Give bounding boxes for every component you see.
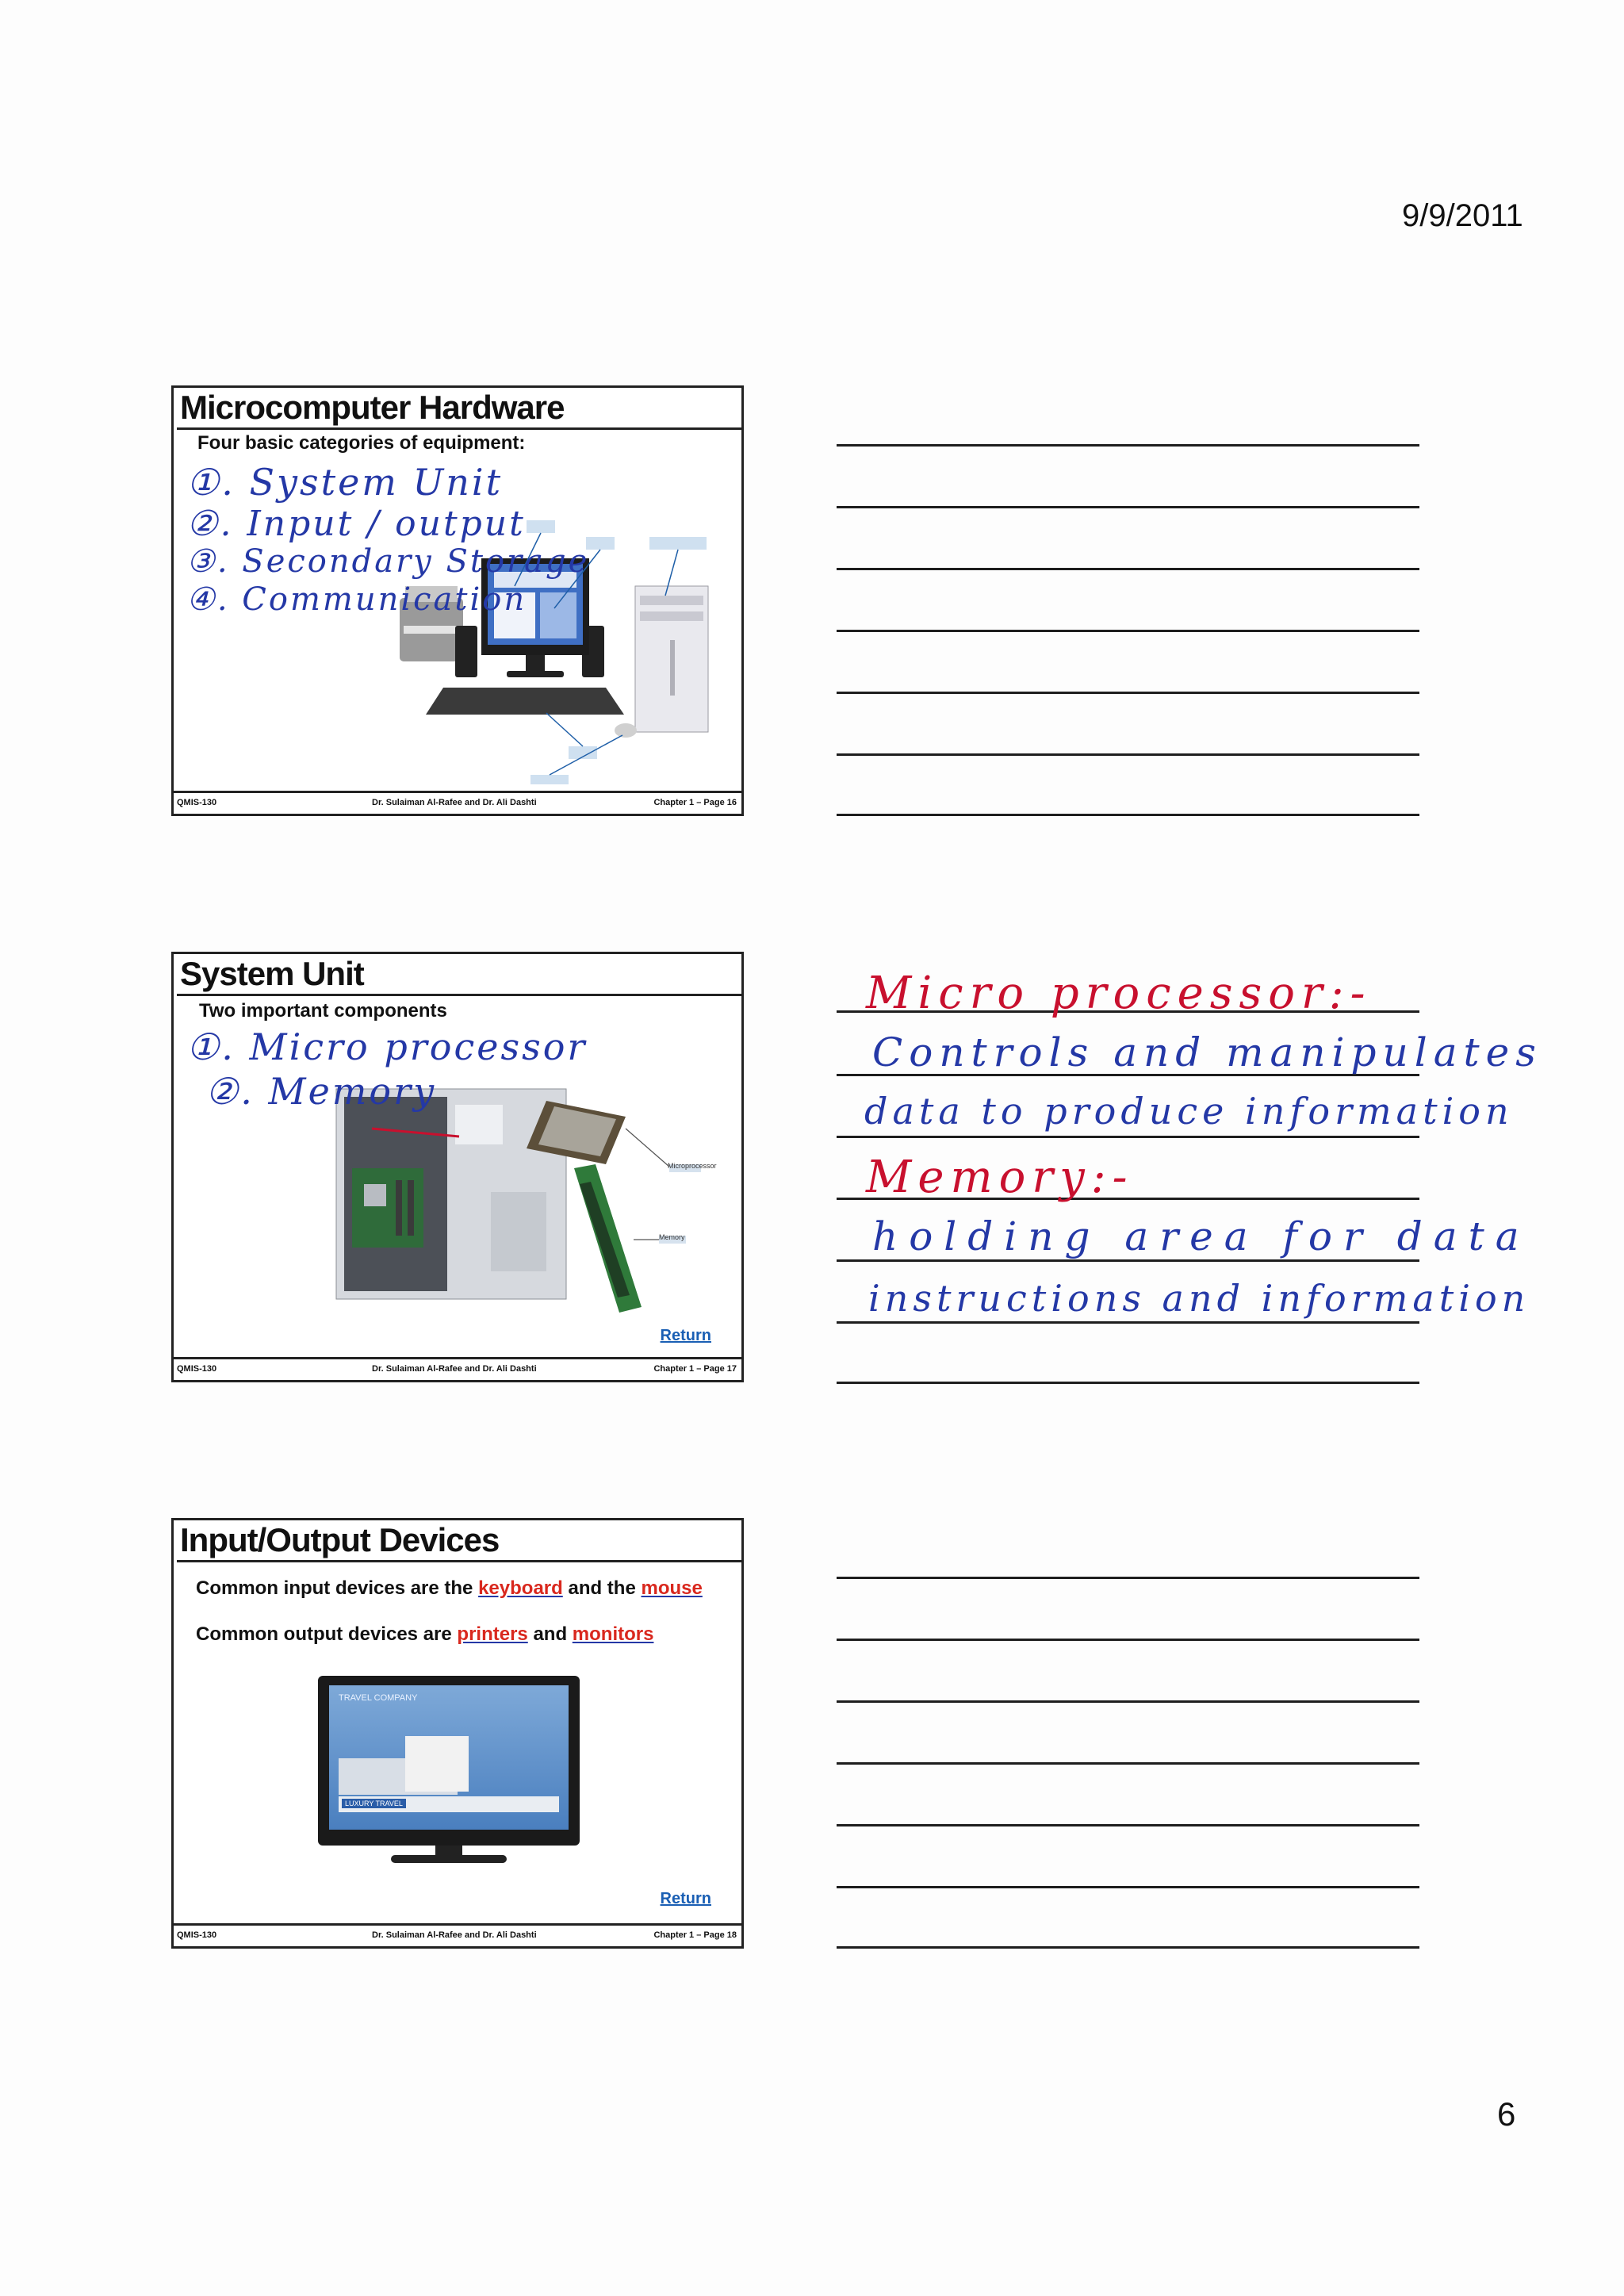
slide-input-output-devices: [171, 1518, 744, 1949]
slide-title: Microcomputer Hardware: [177, 388, 741, 430]
keyword-keyboard: keyboard: [478, 1577, 563, 1599]
note-line: [837, 630, 1419, 632]
note-line: [837, 1886, 1419, 1888]
note-line: [837, 1824, 1419, 1826]
speaker-left-graphic: [455, 626, 477, 677]
note-line: [837, 1577, 1419, 1579]
note-line: [837, 506, 1419, 508]
screen-banner-text: LUXURY TRAVEL: [342, 1799, 406, 1808]
note-text-holding-area: holding area for data: [872, 1213, 1530, 1259]
note-line: [837, 1946, 1419, 1949]
note-line: [837, 1762, 1419, 1765]
slide-footer: [174, 1357, 741, 1380]
slide-title: Input/Output Devices: [177, 1520, 741, 1562]
slide-system-unit: [171, 952, 744, 1382]
handwritten-item-2: ②. Input / output: [186, 504, 526, 544]
return-link[interactable]: Return: [660, 1890, 711, 1907]
note-line: [837, 568, 1419, 570]
handwritten-item-2: ②. Memory: [205, 1070, 437, 1113]
mouse-graphic: [615, 723, 637, 738]
input-line-middle: and the: [568, 1577, 636, 1599]
note-line: [837, 814, 1419, 816]
footer-course-code: QMIS-130: [177, 1364, 217, 1374]
note-text-data: data to produce information: [864, 1090, 1514, 1133]
slide-subtitle: Two important components: [199, 1000, 447, 1022]
note-heading-memory: Memory:-: [866, 1152, 1134, 1203]
handwritten-item-1: ①. Micro processor: [186, 1025, 588, 1068]
footer-authors: Dr. Sulaiman Al-Rafee and Dr. Ali Dashti: [372, 798, 537, 807]
footer-page: Chapter 1 – Page 17: [653, 1364, 737, 1374]
input-line-prefix: Common input devices are the: [196, 1577, 473, 1599]
note-text-controls: Controls and manipulates: [872, 1029, 1542, 1075]
output-line-prefix: Common output devices are: [196, 1623, 452, 1645]
note-line: [837, 1382, 1419, 1384]
open-case-graphic: [336, 1089, 566, 1299]
footer-course-code: QMIS-130: [177, 798, 217, 807]
system-unit-illustration: [174, 954, 746, 1385]
keyword-printers: printers: [457, 1623, 528, 1645]
note-text-instructions: instructions and information: [868, 1277, 1530, 1320]
note-line: [837, 753, 1419, 756]
footer-page: Chapter 1 – Page 16: [653, 798, 737, 807]
note-line: [837, 444, 1419, 447]
footer-page: Chapter 1 – Page 18: [653, 1930, 737, 1940]
slide-subtitle: Four basic categories of equipment:: [197, 432, 526, 454]
input-devices-line: [196, 1577, 703, 1600]
screen-heading-text: TRAVEL COMPANY: [339, 1693, 418, 1703]
slide-title: System Unit: [177, 954, 741, 996]
output-devices-line: [196, 1623, 653, 1646]
handwritten-item-4: ④. Communication: [186, 581, 527, 618]
slide-microcomputer-hardware: [171, 385, 744, 816]
slide-footer: [174, 1923, 741, 1946]
keyword-mouse: mouse: [641, 1577, 703, 1599]
note-heading-microprocessor: Micro processor:-: [866, 968, 1372, 1019]
note-line: [837, 1259, 1419, 1262]
system-unit-graphic: [635, 586, 708, 732]
monitor-image: [318, 1676, 580, 1865]
keyboard-graphic: [426, 688, 624, 715]
label-memory: Memory: [659, 1233, 685, 1241]
note-line: [837, 692, 1419, 694]
footer-authors: Dr. Sulaiman Al-Rafee and Dr. Ali Dashti: [372, 1364, 537, 1374]
label-microprocessor: Microprocessor: [668, 1162, 717, 1170]
return-link[interactable]: Return: [660, 1327, 711, 1344]
page-number: 6: [1497, 2095, 1516, 2133]
note-line: [837, 1321, 1419, 1324]
page-date: 9/9/2011: [1402, 198, 1523, 233]
handwritten-item-1: ①. System Unit: [186, 461, 504, 504]
output-line-middle: and: [533, 1623, 568, 1645]
memory-module-graphic: [574, 1164, 642, 1313]
handwritten-item-3: ③. Secondary Storage: [186, 543, 590, 580]
footer-course-code: QMIS-130: [177, 1930, 217, 1940]
keyword-monitors: monitors: [572, 1623, 654, 1645]
slide-footer: [174, 791, 741, 814]
note-line: [837, 1136, 1419, 1138]
footer-authors: Dr. Sulaiman Al-Rafee and Dr. Ali Dashti: [372, 1930, 537, 1940]
note-line: [837, 1700, 1419, 1703]
note-line: [837, 1639, 1419, 1641]
